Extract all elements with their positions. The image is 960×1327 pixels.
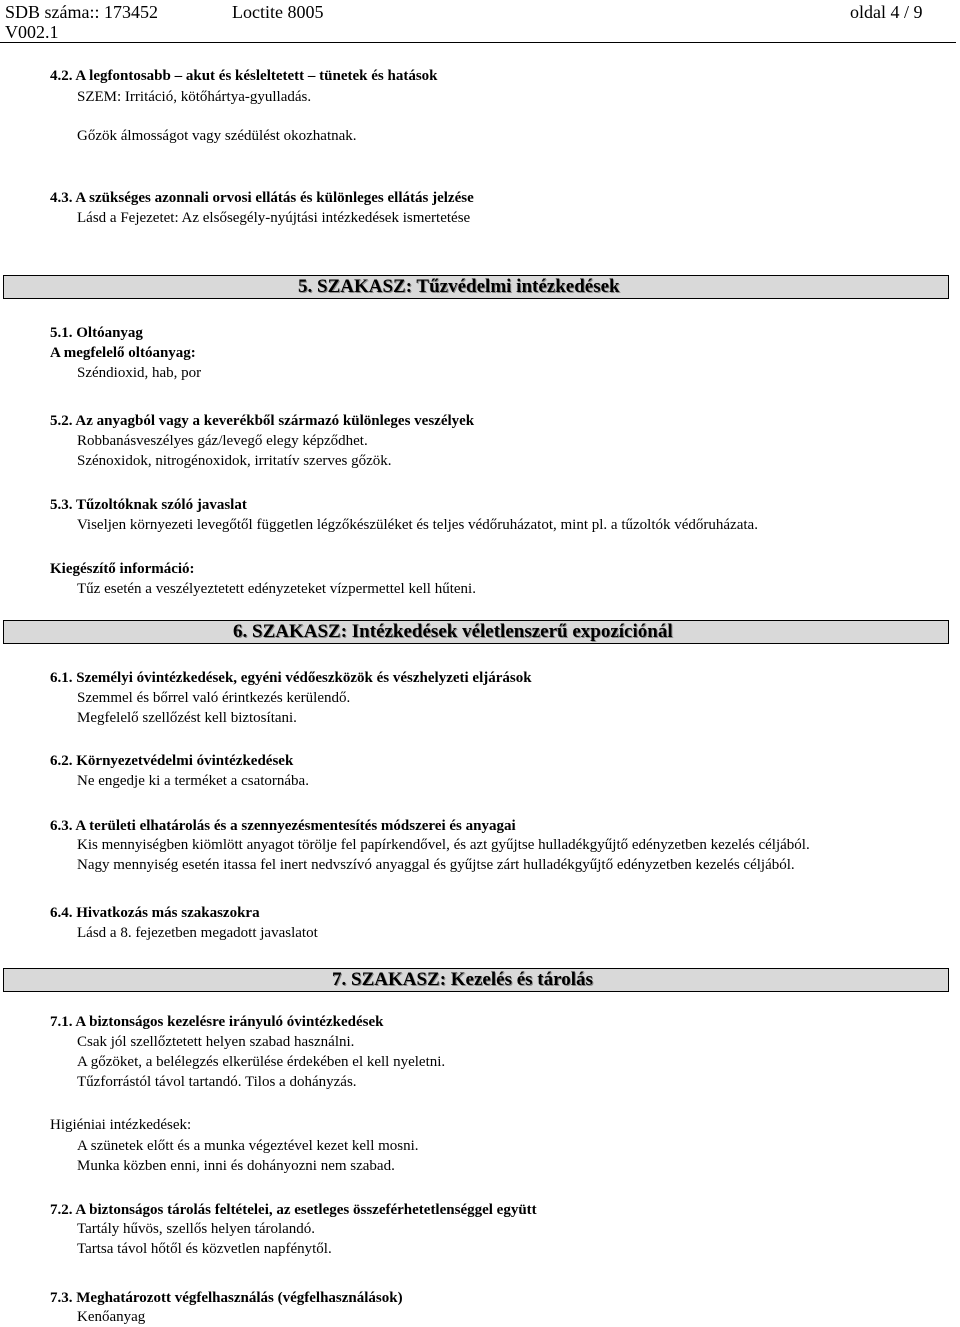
- text-6-1-b: Megfelelő szellőzést kell biztosítani.: [77, 710, 297, 726]
- heading-6-3: 6.3. A területi elhatárolás és a szennyezésmentesítés módszerei és anyagai: [50, 818, 516, 834]
- text-4-3: Lásd a Fejezetet: Az elsősegély-nyújtási intézkedések ismertetése: [77, 210, 471, 226]
- text-5-1: Széndioxid, hab, por: [77, 365, 202, 381]
- text-hygiene-a: A szünetek előtt és a munka végeztével kezet kell mosni.: [77, 1138, 419, 1154]
- text-7-3: Kenőanyag: [77, 1309, 146, 1325]
- heading-4-3: 4.3. A szükséges azonnali orvosi ellátás és különleges ellátás jelzése: [50, 190, 474, 206]
- text-7-1-b: A gőzöket, a belélegzés elkerülése érdekében el kell nyeletni.: [77, 1054, 446, 1070]
- text-4-2-b: Gőzök álmosságot vagy szédülést okozhatnak.: [77, 128, 357, 144]
- page-number: oldal 4 / 9: [850, 2, 923, 22]
- heading-hygiene: Higiéniai intézkedések:: [50, 1117, 192, 1133]
- section-7-title: 7. SZAKASZ: Kezelés és tárolás: [332, 969, 593, 990]
- text-6-2: Ne engedje ki a terméket a csatornába.: [77, 773, 309, 789]
- text-extra-info: Tűz esetén a veszélyeztetett edényzeteket vízpermettel kell hűteni.: [77, 581, 476, 597]
- section-6-title: 6. SZAKASZ: Intézkedések véletlenszerű expozíciónál: [233, 621, 673, 642]
- text-hygiene-b: Munka közben enni, inni és dohányozni nem szabad.: [77, 1158, 395, 1174]
- heading-5-1: 5.1. Oltóanyag: [50, 325, 143, 341]
- text-5-3: Viseljen környezeti levegőtől független légzőkészüléket és teljes védőruházatot, mint pl. a tűzoltók védőruházata.: [77, 517, 758, 533]
- heading-7-1: 7.1. A biztonságos kezelésre irányuló óvintézkedések: [50, 1014, 384, 1030]
- heading-5-1-sub: A megfelelő oltóanyag:: [50, 345, 196, 361]
- heading-6-2: 6.2. Környezetvédelmi óvintézkedések: [50, 753, 294, 769]
- text-5-2-b: Szénoxidok, nitrogénoxidok, irritatív szerves gőzök.: [77, 453, 392, 469]
- heading-6-4: 6.4. Hivatkozás más szakaszokra: [50, 905, 260, 921]
- text-7-2-a: Tartály hűvös, szellős helyen tárolandó.: [77, 1221, 316, 1237]
- text-7-1-c: Tűzforrástól távol tartandó. Tilos a dohányzás.: [77, 1074, 357, 1090]
- heading-5-2: 5.2. Az anyagból vagy a keverékből származó különleges veszélyek: [50, 413, 475, 429]
- product-name: Loctite 8005: [232, 2, 324, 22]
- sdb-number: SDB száma:: 173452: [5, 2, 158, 22]
- heading-6-1: 6.1. Személyi óvintézkedések, egyéni védőeszközök és vészhelyzeti eljárások: [50, 670, 532, 686]
- header-rule: [0, 42, 956, 43]
- heading-5-3: 5.3. Tűzoltóknak szóló javaslat: [50, 497, 247, 513]
- text-6-4: Lásd a 8. fejezetben megadott javaslatot: [77, 925, 318, 941]
- text-7-2-b: Tartsa távol hőtől és közvetlen napfénytől.: [77, 1241, 332, 1257]
- text-6-1-a: Szemmel és bőrrel való érintkezés kerülendő.: [77, 690, 351, 706]
- heading-7-3: 7.3. Meghatározott végfelhasználás (végfelhasználások): [50, 1290, 403, 1306]
- text-6-3-a: Kis mennyiségben kiömlött anyagot törölje fel papírkendővel, és azt gyűjtse hulladékgyűjtő edényzetben kezelés céljából.: [77, 837, 810, 853]
- version: V002.1: [5, 22, 59, 42]
- text-5-2-a: Robbanásveszélyes gáz/levegő elegy képződhet.: [77, 433, 368, 449]
- heading-4-2: 4.2. A legfontosabb – akut és késleltetett – tünetek és hatások: [50, 68, 438, 84]
- section-5-title: 5. SZAKASZ: Tűzvédelmi intézkedések: [298, 276, 620, 297]
- text-7-1-a: Csak jól szellőztetett helyen szabad használni.: [77, 1034, 355, 1050]
- text-6-3-b: Nagy mennyiség esetén itassa fel inert nedvszívó anyaggal és gyűjtse zárt hulladékgyűjtő edényzetben kezelés céljából.: [77, 857, 795, 873]
- heading-extra-info: Kiegészítő információ:: [50, 561, 195, 577]
- heading-7-2: 7.2. A biztonságos tárolás feltételei, az esetleges összeférhetetlenséggel együtt: [50, 1202, 537, 1218]
- text-4-2-a: SZEM: Irritáció, kötőhártya-gyulladás.: [77, 89, 312, 105]
